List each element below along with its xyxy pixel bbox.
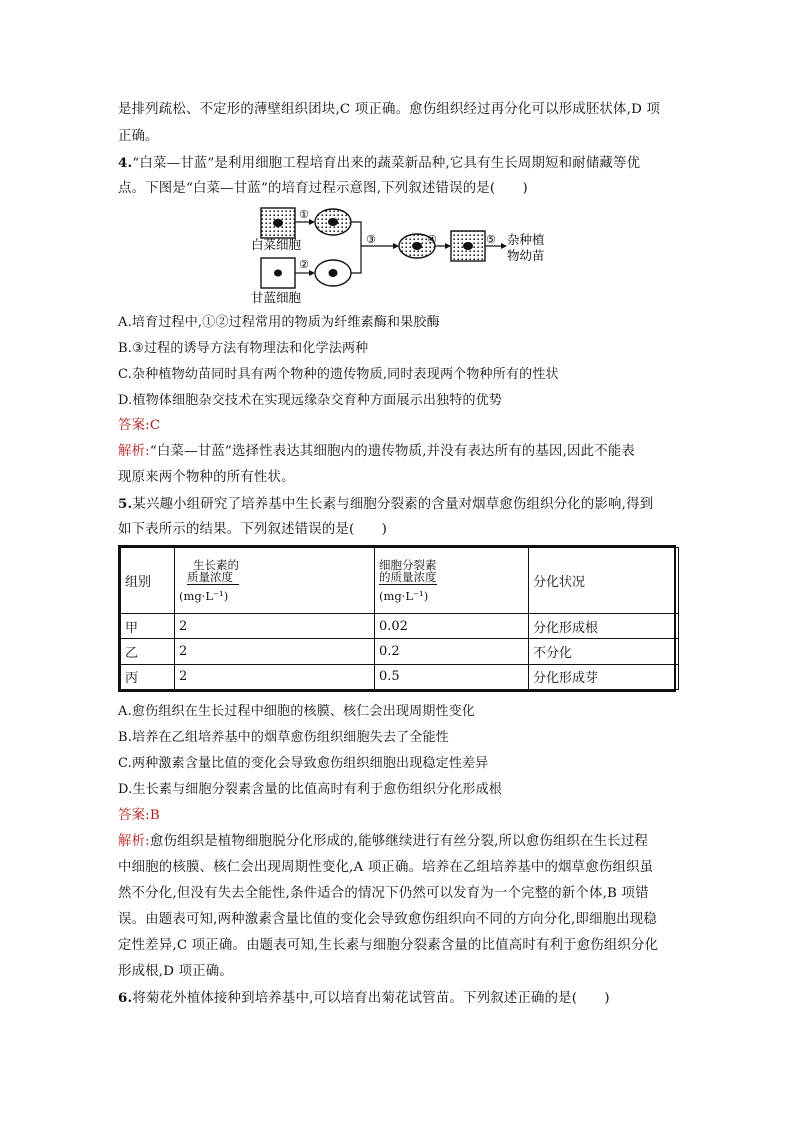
header-cytokinin: 细胞分裂素 的质量浓度 (mg·L⁻¹) [375,548,529,614]
cell-auxin: 2 [175,639,375,664]
arrow-head-icon [393,243,399,249]
question-5-line2: 如下表所示的结果。下列叙述错误的是( ) [118,522,388,537]
q5-option-c: C.两种激素含量比值的变化会导致愈伤组织细胞出现稳定性差异 [118,756,489,771]
cabbage-cell-icon [261,208,295,238]
q4-answer: 答案:C [118,418,161,433]
q5-explanation-line2: 中细胞的核膜、核仁会出现周期性变化,A 项正确。培养在乙组培养基中的烟草愈伤组织虽 [118,860,654,875]
q5-option-b: B.培养在乙组培养基中的烟草愈伤组织细胞失去了全能性 [118,730,449,745]
hybrid-seedling-label-line1: 杂种植 [507,232,545,247]
table-header-row [121,548,679,614]
q5-answer: 答案:B [118,808,160,823]
arrow-head-icon [309,270,315,276]
cabbage-protoplast-icon [315,209,351,235]
q5-option-d: D.生长素与细胞分裂素含量的比值高时有利于愈伤组织分化形成根 [118,782,503,797]
hybrid-cell-icon [451,231,485,261]
header-auxin: 生长素的 质量浓度 (mg·L⁻¹) [175,548,375,614]
question-4-line1 [118,153,640,174]
question-6-line1 [118,988,610,1009]
table-row [121,664,679,689]
step-2-label: ② [299,258,309,271]
q5-option-a: A.愈伤组织在生长过程中细胞的核膜、核仁会出现周期性变化 [118,704,476,719]
q4-option-a: A.培育过程中,①②过程常用的物质为纤维素酶和果胶酶 [118,315,440,330]
question-number: 4. [118,155,133,171]
q4-option-b: B.③过程的诱导方法有物理法和化学法两种 [118,341,369,356]
results-table [118,545,676,692]
question-text: 某兴趣小组研究了培养基中生长素与细胞分裂素的含量对烟草愈伤组织分化的影响,得到 [132,497,654,512]
merge-bracket [351,222,361,273]
q4-option-d: D.植物体细胞杂交技术在实现远缘杂交育种方面展示出独特的优势 [118,393,503,408]
hybrid-seedling-label-line2: 物幼苗 [507,248,545,263]
step-1-label: ① [299,208,309,221]
q4-explanation-line2: 现原来两个物种的所有性状。 [118,470,295,485]
q5-explanation-line5: 定性差异,C 项正确。由题表可知,生长素与细胞分裂素含量的比值高时有利于愈伤组织分化 [118,938,659,953]
q5-explanation-line6: 形成根,D 项正确。 [118,964,233,979]
text-line: 是排列疏松、不定形的薄壁组织团块,C 项正确。愈伤组织经过再分化可以形成胚状体,D 项 [118,102,661,117]
explanation-text: 愈伤组织是植物细胞脱分化形成的,能够继续进行有丝分裂,所以愈伤组织在生长过程 [149,834,649,849]
cell-auxin: 2 [175,614,375,639]
step-4-label: ④ [427,233,437,246]
cell-result: 不分化 [529,639,679,664]
table-row [121,614,679,639]
header-differentiation: 分化状况 [529,548,679,614]
cell-cytokinin: 0.5 [375,664,529,689]
explanation-text: “白菜—甘蓝”选择性表达其细胞内的遗传物质,并没有表达所有的基因,因此不能表 [149,444,635,459]
kale-protoplast-icon [315,260,351,286]
cell-result: 分化形成根 [529,614,679,639]
cell-cytokinin: 0.2 [375,639,529,664]
q5-explanation-line1 [118,832,648,852]
q4-option-c: C.杂种植物幼苗同时具有两个物种的遗传物质,同时表现两个物种所有的性状 [118,367,559,382]
kale-cell-icon [261,258,295,288]
cell-fusion-diagram [245,202,565,308]
q4-explanation-line1 [118,442,635,462]
question-4-line2: 点。下图是“白菜—甘蓝”的培育过程示意图,下列叙述错误的是( ) [118,181,528,196]
question-5-line1 [118,494,653,515]
question-text: “白菜—甘蓝”是利用细胞工程培育出来的蔬菜新品种,它具有生长周期短和耐储藏等优 [132,156,641,171]
step-3-label: ③ [366,233,376,246]
q5-explanation-line4: 误。由题表可知,两种激素含量比值的变化会导致愈伤组织向不同的方向分化,即细胞出现稳 [118,912,657,927]
cell-group: 乙 [121,639,175,664]
table-row [121,639,679,664]
text-line: 正确。 [118,129,159,144]
cell-cytokinin: 0.02 [375,614,529,639]
q5-explanation-line3: 然不分化,但没有失去全能性,条件适合的情况下仍然可以发育为一个完整的新个体,B 项错 [118,886,649,901]
question-number: 6. [118,990,133,1006]
question-number: 5. [118,496,133,512]
cabbage-cell-label: 白菜细胞 [251,237,302,252]
explanation-label: 解析: [118,444,150,459]
kale-cell-label: 甘蓝细胞 [251,290,302,305]
step-5-label: ⑤ [486,233,496,246]
cell-auxin: 2 [175,664,375,689]
header-group: 组别 [121,548,175,614]
explanation-label: 解析: [118,834,150,849]
cell-group: 甲 [121,614,175,639]
arrow-head-icon [445,243,451,249]
arrow-head-icon [309,219,315,225]
cell-result: 分化形成芽 [529,664,679,689]
question-text: 将菊花外植体接种到培养基中,可以培育出菊花试管苗。下列叙述正确的是( ) [132,991,610,1006]
cell-group: 丙 [121,664,175,689]
